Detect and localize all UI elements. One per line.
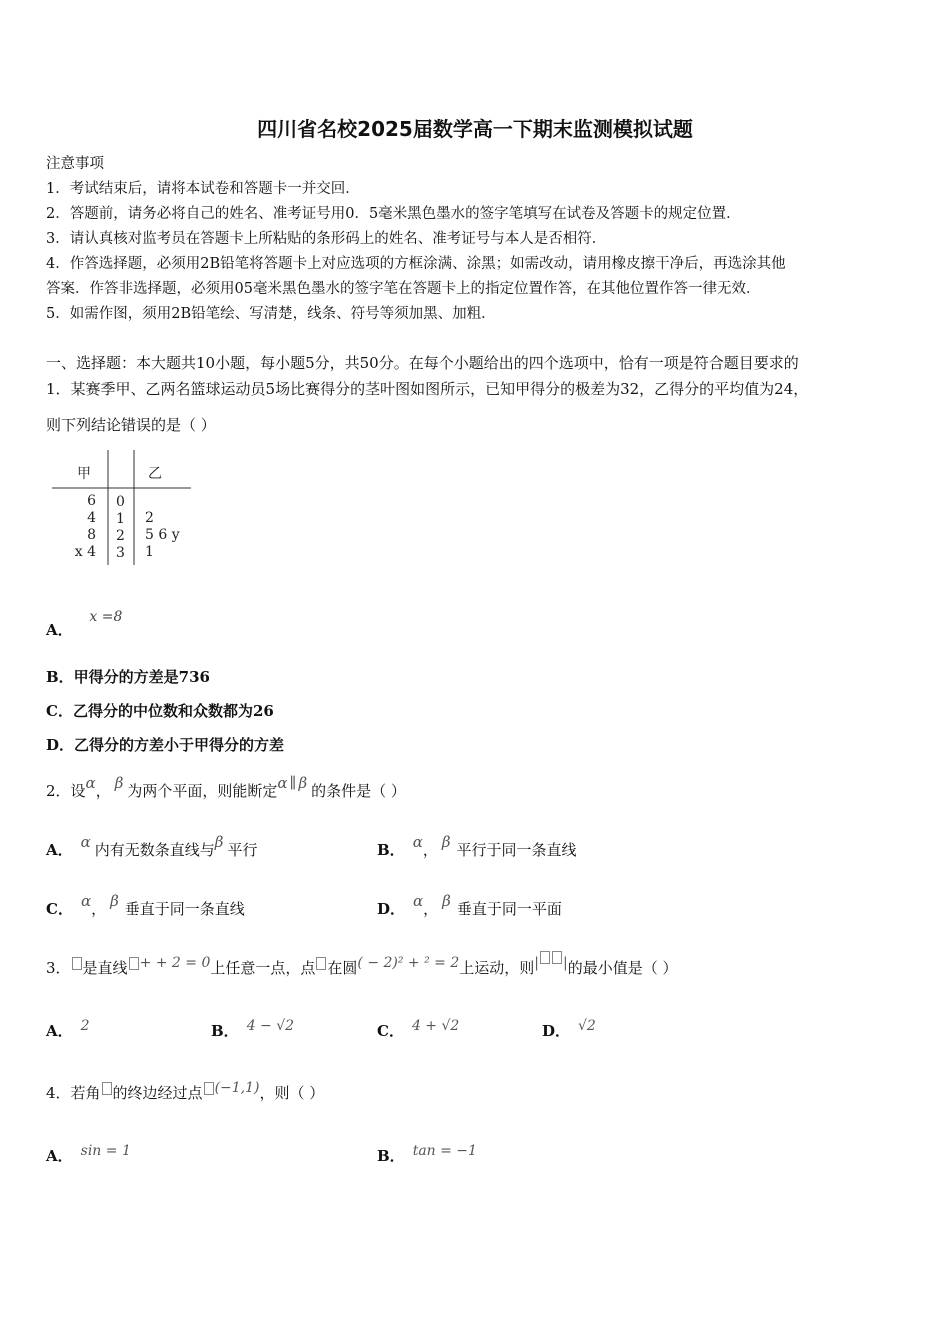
formula: x =8	[89, 609, 123, 625]
q4-option-a: A． sin = 1	[46, 1143, 131, 1165]
q3-option-d: D． √2	[542, 1018, 596, 1040]
q2-stem: 2．设α， β 为两个平面，则能断定α ∥ β 的条件是（ ）	[46, 774, 406, 800]
q1-stem-line2: 则下列结论错误的是（ ）	[46, 416, 216, 434]
left-leaf: x 4	[74, 544, 96, 560]
placeholder-glyph	[204, 1082, 214, 1095]
q1-option-d: D．乙得分的方差小于甲得分的方差	[46, 736, 285, 754]
q1-stem-line1: 1．某赛季甲、乙两名篮球运动员5场比赛得分的茎叶图如图所示，已知甲得分的极差为32，乙得分的平均值为24，	[46, 380, 809, 398]
q1-option-b: B．甲得分的方差是736	[46, 668, 210, 686]
q1-option-a	[46, 609, 123, 640]
left-leaf: 8	[87, 527, 96, 543]
notice-item: 答案．作答非选择题，必须用05毫米黑色墨水的签字笔在答题卡上的指定位置作答，在其他位置作答一律无效．	[46, 281, 761, 297]
placeholder-glyph	[129, 957, 139, 970]
left-leaf: 4	[87, 510, 96, 526]
notice-item: 5．如需作图，须用2B铅笔绘、写清楚，线条、符号等须加黑、加粗．	[46, 306, 496, 322]
notice-item: 1．考试结束后，请将本试卷和答题卡一并交回．	[46, 181, 360, 197]
stem: 3	[116, 545, 125, 561]
notice-item: 4．作答选择题，必须用2B铅笔将答题卡上对应选项的方框涂满、涂黑；如需改动，请用橡皮擦干净后，再选涂其他	[46, 256, 786, 272]
notice-item: 2．答题前，请务必将自己的姓名、准考证号用0．5毫米黑色墨水的签字笔填写在试卷及答题卡的规定位置．	[46, 206, 741, 222]
q3-stem: 3． 是直线 + + 2 = 0上任意一点，点 在圆( − 2)² + ² = 2上运动，则| |的最小值是（ ）	[46, 957, 678, 978]
q3-option-c: C． 4 + √2	[377, 1018, 460, 1040]
notice-item: 3．请认真核对监考员在答题卡上所粘贴的条形码上的姓名、准考证号与本人是否相符．	[46, 231, 607, 247]
placeholder-glyph	[316, 957, 326, 970]
notice-heading: 注意事项	[46, 156, 104, 172]
right-leaf: 1	[145, 544, 154, 560]
q3-option-a: A． 2	[46, 1018, 90, 1040]
placeholder-glyph	[540, 951, 550, 964]
stem: 2	[116, 528, 125, 544]
right-label: 乙	[148, 466, 162, 482]
q3-option-b: B． 4 − √2	[211, 1018, 295, 1040]
q2-option-c: C． α， β 垂直于同一条直线	[46, 892, 245, 918]
placeholder-glyph	[552, 951, 562, 964]
q1-option-c: C．乙得分的中位数和众数都为26	[46, 702, 274, 720]
q2-option-a: A． α 内有无数条直线与β 平行	[46, 833, 258, 859]
stem: 1	[116, 511, 125, 527]
option-label: A．	[46, 621, 73, 639]
right-leaf: 2	[145, 510, 154, 526]
left-label: 甲	[77, 466, 91, 482]
q2-option-d: D． α， β 垂直于同一平面	[377, 892, 562, 918]
stem: 0	[116, 494, 125, 510]
placeholder-glyph	[72, 957, 82, 970]
section-heading: 一、选择题：本大题共10小题，每小题5分，共50分。在每个小题给出的四个选项中，恰有一项是符合题目要求的	[46, 354, 799, 372]
placeholder-glyph	[102, 1082, 112, 1095]
q4-option-b: B． tan = −1	[377, 1143, 477, 1165]
left-leaf: 6	[87, 493, 96, 509]
q4-stem: 4．若角 的终边经过点 (−1,1)，则（ ）	[46, 1080, 325, 1102]
stem-leaf-diagram	[52, 450, 197, 570]
page-title: 四川省名校2025届数学高一下期末监测模拟试题	[257, 117, 693, 141]
right-leaf: 5 6 y	[145, 527, 180, 543]
q2-option-b: B． α， β 平行于同一条直线	[377, 833, 577, 859]
